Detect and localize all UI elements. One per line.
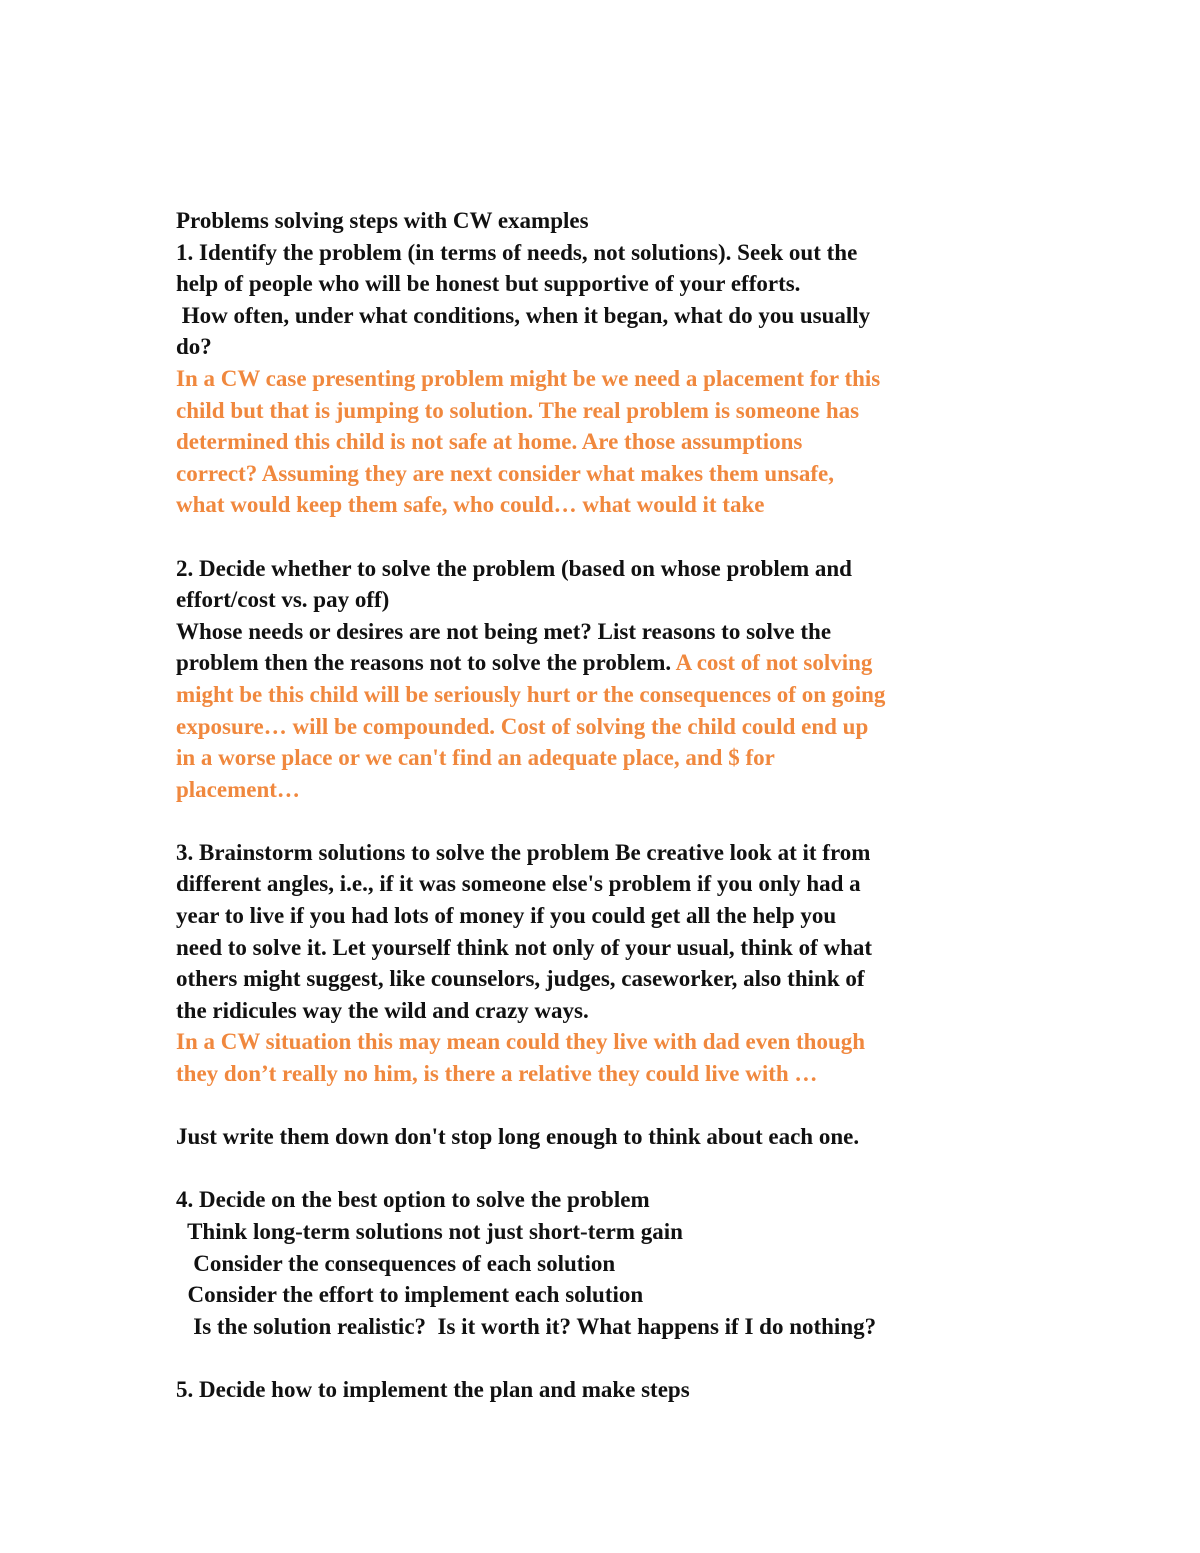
text-line — [176, 458, 1046, 490]
text-line — [176, 679, 1046, 711]
body-text: Just write them down don't stop long enough to think about each one. — [176, 1124, 860, 1150]
text-line — [176, 742, 1046, 774]
body-text: year to live if you had lots of money if you could get all the help you — [176, 903, 837, 929]
body-text: 3. Brainstorm solutions to solve the problem Be creative look at it from — [176, 839, 871, 865]
text-line — [176, 1248, 1046, 1280]
text-line — [176, 711, 1046, 743]
text-line — [176, 647, 1046, 679]
body-text: 2. Decide whether to solve the problem (based on whose problem and — [176, 555, 852, 581]
body-text: help of people who will be honest but supportive of your efforts. — [176, 271, 801, 297]
text-line — [176, 1026, 1046, 1058]
highlighted-text: child but that is jumping to solution. The real problem is someone has — [176, 397, 860, 423]
highlighted-text: correct? Assuming they are next consider what makes them unsafe, — [176, 460, 835, 486]
text-line — [176, 837, 1046, 869]
highlighted-text: exposure… will be compounded. Cost of solving the child could end up — [176, 713, 869, 739]
text-line — [176, 774, 1046, 806]
body-text: effort/cost vs. pay off) — [176, 587, 390, 613]
text-line — [176, 489, 1046, 521]
text-line — [176, 963, 1046, 995]
text-line — [176, 584, 1046, 616]
body-text: problem then the reasons not to solve the problem. — [176, 650, 676, 676]
text-line — [176, 237, 1046, 269]
text-line — [176, 205, 1046, 237]
blank-line — [176, 805, 1046, 837]
body-text: 5. Decide how to implement the plan and make steps — [176, 1376, 690, 1402]
text-line — [176, 1121, 1046, 1153]
body-text: Is the solution realistic? Is it worth it? What happens if I do nothing? — [176, 1313, 877, 1339]
body-text: need to solve it. Let yourself think not only of your usual, think of what — [176, 934, 873, 960]
text-line — [176, 900, 1046, 932]
body-text: 4. Decide on the best option to solve the problem — [176, 1187, 650, 1213]
text-line — [176, 1279, 1046, 1311]
text-line — [176, 932, 1046, 964]
body-text: do? — [176, 334, 212, 360]
body-text: Whose needs or desires are not being met? List reasons to solve the — [176, 618, 832, 644]
text-line — [176, 426, 1046, 458]
body-text: Consider the consequences of each solution — [176, 1250, 616, 1276]
highlighted-text: in a worse place or we can't find an adequate place, and $ for — [176, 745, 775, 771]
text-line — [176, 1311, 1046, 1343]
blank-line — [176, 1153, 1046, 1185]
text-line — [176, 1374, 1046, 1406]
highlighted-text: they don’t really no him, is there a relative they could live with … — [176, 1061, 818, 1087]
body-text: How often, under what conditions, when it began, what do you usually — [176, 302, 871, 328]
highlighted-text: placement… — [176, 776, 300, 802]
text-line — [176, 1058, 1046, 1090]
text-line — [176, 300, 1046, 332]
body-text: 1. Identify the problem (in terms of needs, not solutions). Seek out the — [176, 239, 858, 265]
blank-line — [176, 521, 1046, 553]
text-line — [176, 395, 1046, 427]
highlighted-text: what would keep them safe, who could… what would it take — [176, 492, 765, 518]
body-text: Consider the effort to implement each solution — [176, 1282, 644, 1308]
text-line — [176, 995, 1046, 1027]
text-line — [176, 553, 1046, 585]
document-body — [176, 205, 1046, 1406]
body-text: the ridicules way the wild and crazy ways. — [176, 997, 589, 1023]
body-text: Think long-term solutions not just short-term gain — [176, 1219, 683, 1244]
highlighted-text: determined this child is not safe at home. Are those assumptions — [176, 429, 803, 455]
body-text: others might suggest, like counselors, judges, caseworker, also think of — [176, 966, 865, 992]
body-text: different angles, i.e., if it was someone else's problem if you only had a — [176, 871, 861, 897]
text-line — [176, 268, 1046, 300]
text-line — [176, 331, 1046, 363]
text-line — [176, 868, 1046, 900]
text-line — [176, 616, 1046, 648]
text-line — [176, 363, 1046, 395]
text-line — [176, 1216, 1046, 1248]
highlighted-text: A cost of not solving — [675, 650, 873, 676]
blank-line — [176, 1090, 1046, 1122]
text-line — [176, 1184, 1046, 1216]
body-text: Problems solving steps with CW examples — [176, 208, 589, 233]
highlighted-text: In a CW case presenting problem might be we need a placement for this — [176, 365, 881, 391]
highlighted-text: In a CW situation this may mean could they live with dad even though — [176, 1029, 866, 1055]
highlighted-text: might be this child will be seriously hurt or the consequences of on going — [176, 681, 886, 707]
blank-line — [176, 1342, 1046, 1374]
